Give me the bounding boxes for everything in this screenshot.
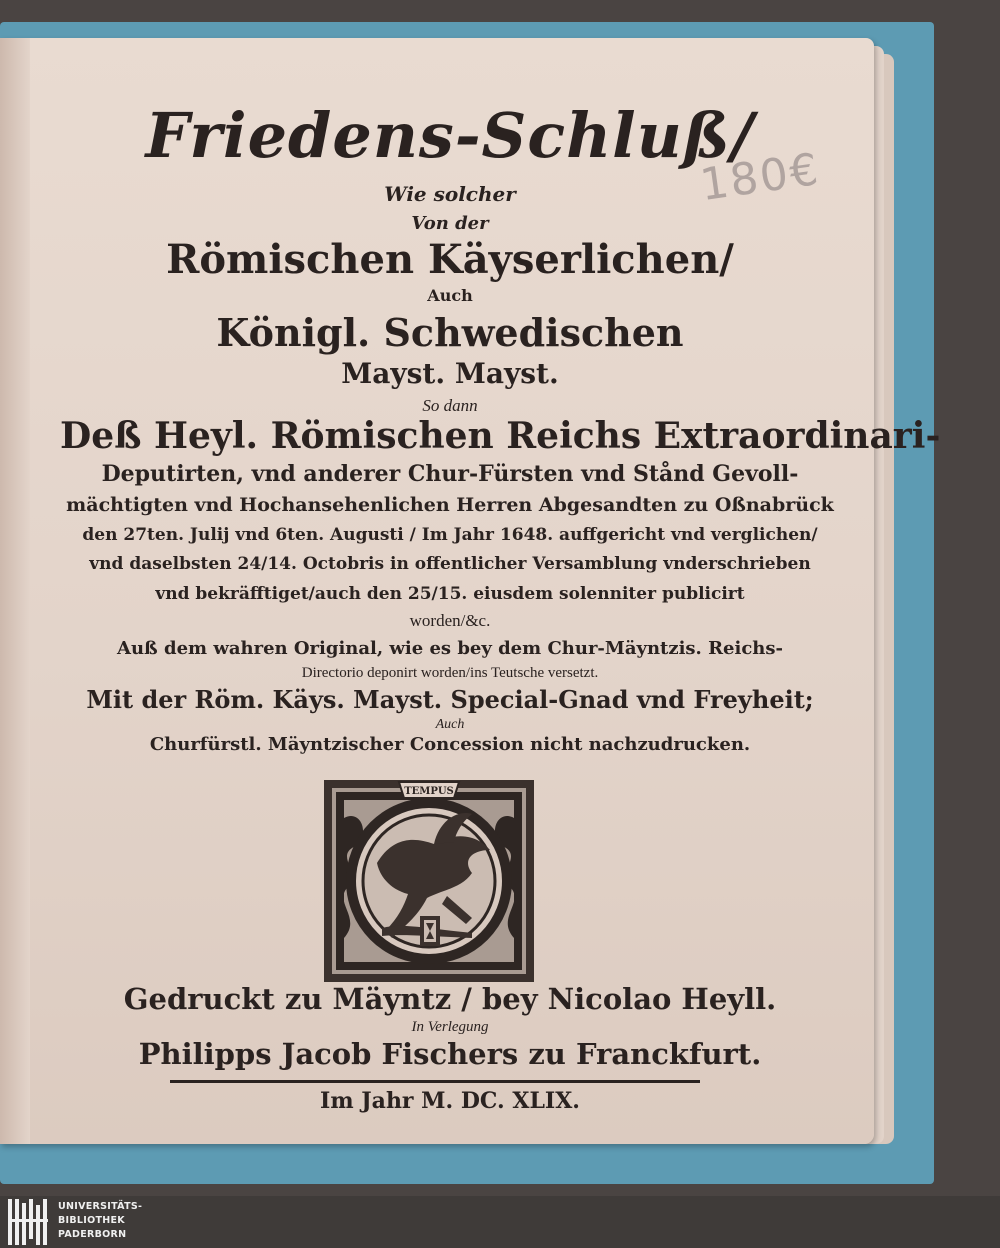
library-logo-icon	[8, 1199, 52, 1245]
line-bekraefftiget: vnd bekräfftiget/auch den 25/15. eiusdem solenniter publicirt	[155, 584, 745, 604]
line-mit-der: Mit der Röm. Käys. Mayst. Special-Gnad vnd Freyheit;	[86, 685, 814, 714]
line-churfuerstl: Churfürstl. Mäyntzischer Concession nicht nachzudrucken.	[149, 734, 751, 755]
line-so-dann: So dann	[422, 396, 478, 415]
line-auch-2: Auch	[435, 717, 465, 732]
line-auch: Auch	[427, 286, 473, 305]
subtitle-von-der: Von der	[411, 213, 489, 234]
line-worden: worden/&c.	[409, 611, 491, 630]
footer-line-1: UNIVERSITÄTS-	[58, 1201, 143, 1212]
line-roemischen: Römischen Käyserlichen/	[166, 236, 734, 283]
horizontal-rule	[170, 1080, 700, 1083]
line-dess-heyl: Deß Heyl. Römischen Reichs Extraordinari-	[60, 415, 941, 457]
subtitle-wie-solcher: Wie solcher	[384, 182, 516, 206]
line-directorio: Directorio deponirt worden/ins Teutsche versetzt.	[301, 665, 599, 681]
footer-line-3: PADERBORN	[58, 1229, 127, 1240]
line-maechtigten: mächtigten vnd Hochansehenlichen Herren Abgesandten zu Oßnabrück	[66, 494, 834, 516]
line-den-27ten: den 27ten. Julij vnd 6ten. Augusti / Im Jahr 1648. auffgericht vnd verglichen/	[82, 525, 818, 545]
woodcut-banner: TEMPUS	[404, 786, 454, 797]
line-gedruckt: Gedruckt zu Mäyntz / bey Nicolao Heyll.	[123, 982, 777, 1016]
line-auss-dem: Auß dem wahren Original, wie es bey dem Chur-Mäyntzis. Reichs-	[117, 638, 783, 659]
footer-line-2: BIBLIOTHEK	[58, 1215, 125, 1226]
tempus-woodcut-image	[322, 778, 536, 984]
line-philipps: Philipps Jacob Fischers zu Franckfurt.	[138, 1037, 762, 1071]
pencil-price-note: 180€	[697, 143, 823, 212]
main-title: Friedens-Schluß/	[145, 99, 755, 172]
footer-bar	[0, 1196, 1000, 1248]
line-in-verlegung: In Verlegung	[411, 1019, 489, 1035]
line-mayst: Mayst. Mayst.	[341, 357, 559, 390]
line-im-jahr: Im Jahr M. DC. XLIX.	[320, 1088, 580, 1114]
line-vnd-daselbsten: vnd daselbsten 24/14. Octobris in offentlicher Versamblung vnderschrieben	[89, 554, 811, 574]
line-deputirten: Deputirten, vnd anderer Chur-Fürsten vnd Stånd Gevoll-	[101, 461, 799, 487]
line-koenigl: Königl. Schwedischen	[216, 310, 684, 355]
